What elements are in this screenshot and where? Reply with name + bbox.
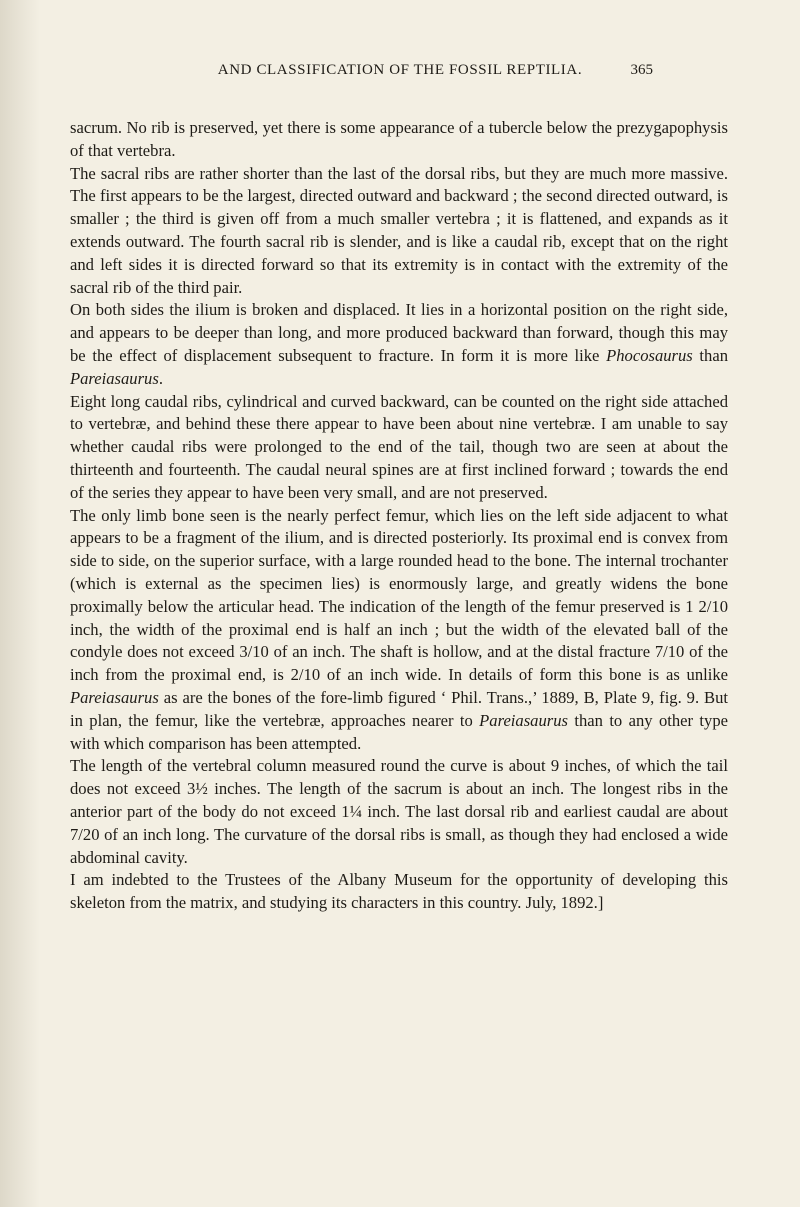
page-edge-shadow [0,0,40,1207]
paragraph-4: Eight long caudal ribs, cylindrical and curved backward, can be counted on the right side attached to vertebræ, and behind these there appear to have been about nine vertebræ. I am unable to say whether caudal ribs were prolonged to the end of the tail, though two are seen at about the thirteenth and fourteenth. The caudal neural spines are at first inclined forward ; towards the end of the series they appear to have been very small, and are not preserved. [70,391,728,502]
body-text [70,117,728,915]
paragraph-2: The sacral ribs are rather shorter than the last of the dorsal ribs, but they are much more massive. The first appears to be the largest, directed outward and backward ; the second directed outward, is smaller ; the third is given off from a much smaller vertebra ; it is flattened, and expands as it extends outward. The fourth sacral rib is slender, and is like a caudal rib, except that on the right and left sides it is directed forward so that its extremity is in contact with the extremity of the sacral rib of the third pair. [70,163,728,297]
paragraph-1: sacrum. No rib is preserved, yet there is some appearance of a tubercle below the prezygapophysis of that vertebra. [70,118,728,160]
running-head: AND CLASSIFICATION OF THE FOSSIL REPTILIA. [217,62,583,78]
paragraph-7: I am indebted to the Trustees of the Albany Museum for the opportunity of developing this skeleton from the matrix, and studying its characters in this country. July, 1892.] [70,870,728,913]
paragraph-3: On both sides the ilium is broken and displaced. It lies in a horizontal position on the right side, and appears to be deeper than long, and more produced backward than forward, though this may be the effect of displacement subsequent to fracture. In form it is more like Phocosaurus than Pareiasaurus. [70,300,729,388]
paragraph-6: The length of the vertebral column measured round the curve is about 9 inches, of which the tail does not exceed 3½ inches. The length of the sacrum is about an inch. The longest ribs in the anterior part of the body do not exceed 1¼ inch. The last dorsal rib and earliest caudal are about 7/20 of an inch long. The curvature of the dorsal ribs is small, as though they had enclosed a wide abdominal cavity. [70,756,728,867]
paragraph-5: The only limb bone seen is the nearly perfect femur, which lies on the left side adjacent to what appears to be a fragment of the ilium, and is directed posteriorly. Its proximal end is convex from side to side, on the superior surface, with a large rounded head to the bone. The internal trochanter (which is external as the specimen lies) is enormously large, and greatly widens the bone proximally below the articular head. The indication of the length of the femur preserved is 1 2/10 inch, the width of the proximal end is half an inch ; but the width of the elevated ball of the condyle does not exceed 3/10 of an inch. The shaft is hollow, and at the distal fracture 7/10 of the inch from the proximal end, is 2/10 of an inch wide. In details of form this bone is as unlike Pareiasaurus as are the bones of the fore-limb figured ‘ Phil. Trans.,’ 1889, B, Plate 9, fig. 9. But in plan, the femur, like the vertebræ, approaches nearer to Pareiasaurus than to any other type with which comparison has been attempted. [70,505,728,753]
page-header [0,62,800,86]
page-number: 365 [630,62,653,78]
